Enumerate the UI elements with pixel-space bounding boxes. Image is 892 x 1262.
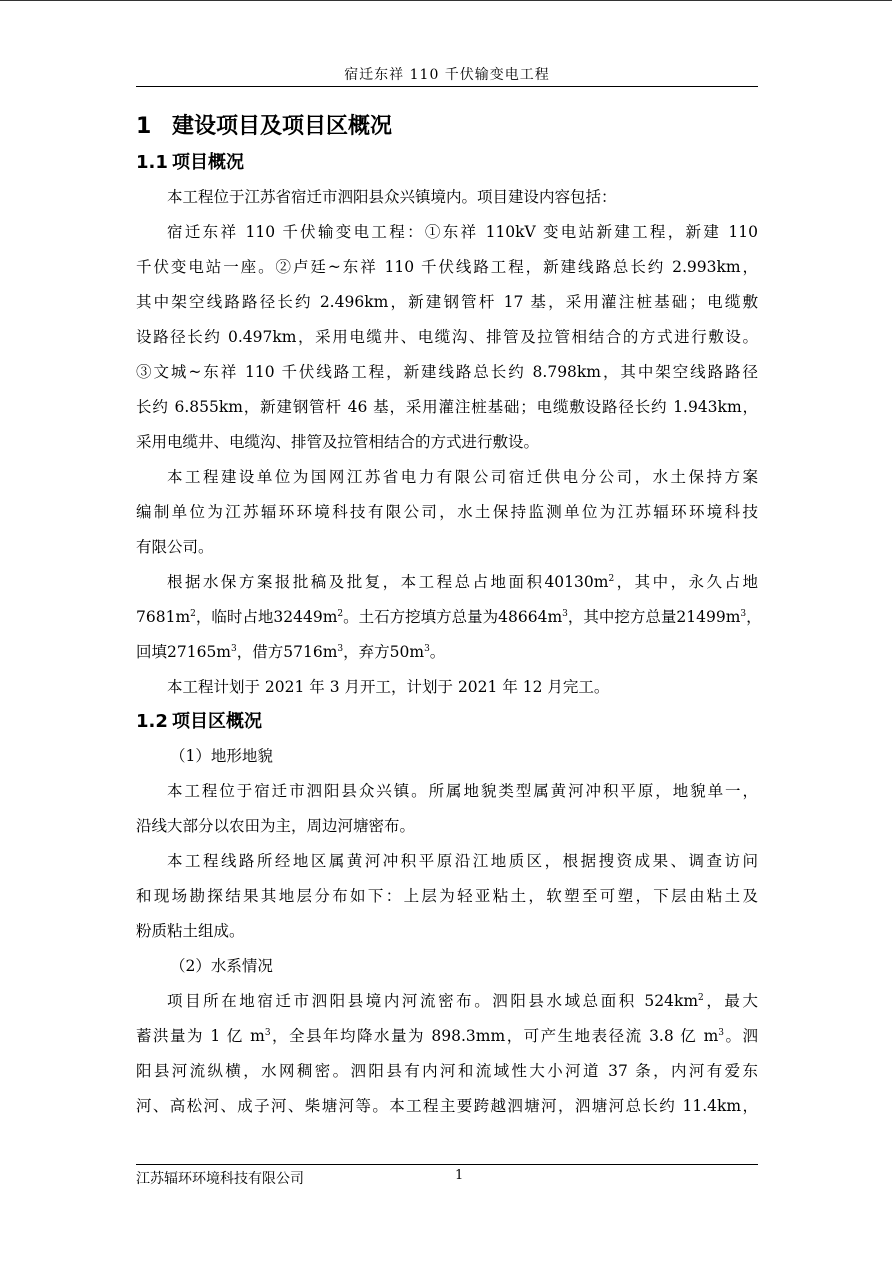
section-number: 1 <box>136 114 152 139</box>
paragraph-line: 编制单位为江苏辐环环境科技有限公司，水土保持监测单位为江苏辐环环境科技 <box>136 503 758 521</box>
section-1-2-heading <box>136 705 758 739</box>
paragraph-line: 宿迁东祥 110 千伏输变电工程：①东祥 110kV 变电站新建工程，新建 110 <box>167 223 758 241</box>
page-number: 1 <box>455 1168 464 1183</box>
section-1-1-heading <box>136 146 758 180</box>
subheading-terrain: （1）地形地貌 <box>170 747 273 765</box>
section-number: 1.2 <box>136 711 168 732</box>
section-title: 项目区概况 <box>172 711 262 732</box>
paragraph-line <box>136 984 758 1019</box>
text-run: ，最大 <box>703 992 758 1010</box>
paragraph-line: 本工程位于宿迁市泗阳县众兴镇。所属地貌类型属黄河冲积平原，地貌单一， <box>167 782 758 800</box>
paragraph-line: 千伏变电站一座。②卢廷~东祥 110 千伏线路工程，新建线路总长约 2.993km， <box>136 258 758 276</box>
superscript: 2 <box>698 992 704 1003</box>
paragraph-line: 沿线大部分以农田为主，周边河塘密布。 <box>136 817 416 835</box>
text-run: ，弃方50m <box>343 643 425 661</box>
superscript: 2 <box>608 573 615 584</box>
superscript: 3 <box>718 1027 724 1038</box>
paragraph-location <box>136 180 758 215</box>
text-run: 。泗 <box>724 1027 758 1045</box>
paragraph-units <box>136 460 758 565</box>
section-title: 项目概况 <box>172 152 244 173</box>
paragraph-line: 和现场勘探结果其地层分布如下：上层为轻亚粘土，软塑至可塑，下层由粘土及 <box>136 887 758 905</box>
paragraph-hydrology <box>136 984 758 1124</box>
superscript: 3 <box>337 643 344 654</box>
paragraph-line: 阳县河流纵横，水网稠密。泗阳县有内河和流域性大小河道 37 条，内河有爱东 <box>136 1062 758 1080</box>
text-run: 回填27165m <box>136 643 232 661</box>
page-top-border <box>0 0 892 1</box>
paragraph-schedule <box>136 670 758 705</box>
paragraph-land-use <box>136 565 762 670</box>
text-run: ，借方5716m <box>236 643 338 661</box>
paragraph-line <box>136 635 758 670</box>
paragraph-geology <box>136 844 758 949</box>
paragraph-line: ③文城~东祥 110 千伏线路工程，新建线路总长约 8.798km，其中架空线路路径 <box>136 363 758 381</box>
header-rule <box>136 86 758 87</box>
paragraph-line <box>136 600 762 635</box>
superscript: 3 <box>264 1027 271 1038</box>
paragraph-line: 本工程计划于 2021 年 3 月开工，计划于 2021 年 12 月完工。 <box>167 678 610 696</box>
superscript: 3 <box>424 643 430 654</box>
paragraph-line: 本工程线路所经地区属黄河冲积平原沿江地质区，根据搜资成果、调查访问 <box>167 852 758 870</box>
paragraph-line: 设路径长约 0.497km，采用电缆井、电缆沟、排管及拉管相结合的方式进行敷设。 <box>136 328 758 346</box>
text-run: ，其中挖方总量21499m <box>567 608 741 626</box>
paragraph-line: 其中架空线路路径长约 2.496km，新建钢管杆 17 基，采用灌注桩基础；电缆敷 <box>136 293 758 311</box>
paragraph-line: 本工程建设单位为国网江苏省电力有限公司宿迁供电分公司，水土保持方案 <box>167 468 758 486</box>
subheading-hydrology: （2）水系情况 <box>170 957 273 975</box>
superscript: 3 <box>740 608 747 619</box>
superscript: 2 <box>337 608 344 619</box>
text-run: 项目所在地宿迁市泗阳县境内河流密布。泗阳县水域总面积 524km <box>167 992 699 1010</box>
paragraph-line: 粉质粘土组成。 <box>136 922 245 940</box>
section-title: 建设项目及项目区概况 <box>172 114 393 139</box>
text-run: 蓄洪量为 1 亿 m <box>136 1027 265 1045</box>
text-run: ，其中，永久占地 <box>614 573 758 591</box>
text-run: 。土石方挖填方总量为48664m <box>343 608 563 626</box>
text-run: ，临时占地32449m <box>195 608 338 626</box>
text-run: 7681m <box>136 608 191 626</box>
paragraph-scope <box>136 215 758 460</box>
page-body <box>136 108 762 1124</box>
text-run: 。 <box>429 643 446 661</box>
paragraph-line: 河、高松河、成子河、柴塘河等。本工程主要跨越泗塘河，泗塘河总长约 11.4km， <box>136 1097 758 1115</box>
footer-rule <box>136 1164 758 1165</box>
section-1-heading <box>136 108 758 146</box>
paragraph-line: 长约 6.855km，新建钢管杆 46 基，采用灌注桩基础；电缆敷设路径长约 1.943km， <box>136 398 758 416</box>
footer-company: 江苏辐环环境科技有限公司 <box>136 1171 304 1187</box>
paragraph-line <box>136 1019 758 1054</box>
superscript: 3 <box>562 608 568 619</box>
paragraph-line: 本工程位于江苏省宿迁市泗阳县众兴镇境内。项目建设内容包括： <box>167 188 617 206</box>
text-run: ，全县年均降水量为 898.3mm，可产生地表径流 3.8 亿 m <box>270 1027 719 1045</box>
text-run: ， <box>746 608 762 626</box>
running-header: 宿迁东祥 110 千伏输变电工程 <box>344 67 550 83</box>
section-number: 1.1 <box>136 152 168 173</box>
superscript: 2 <box>190 608 196 619</box>
paragraph-line: 采用电缆井、电缆沟、排管及拉管相结合的方式进行敷设。 <box>136 433 540 451</box>
paragraph-terrain <box>136 774 758 844</box>
text-run: 根据水保方案报批稿及批复，本工程总占地面积40130m <box>167 573 609 591</box>
paragraph-line: 有限公司。 <box>136 538 214 556</box>
superscript: 3 <box>231 643 237 654</box>
paragraph-line <box>136 565 758 600</box>
